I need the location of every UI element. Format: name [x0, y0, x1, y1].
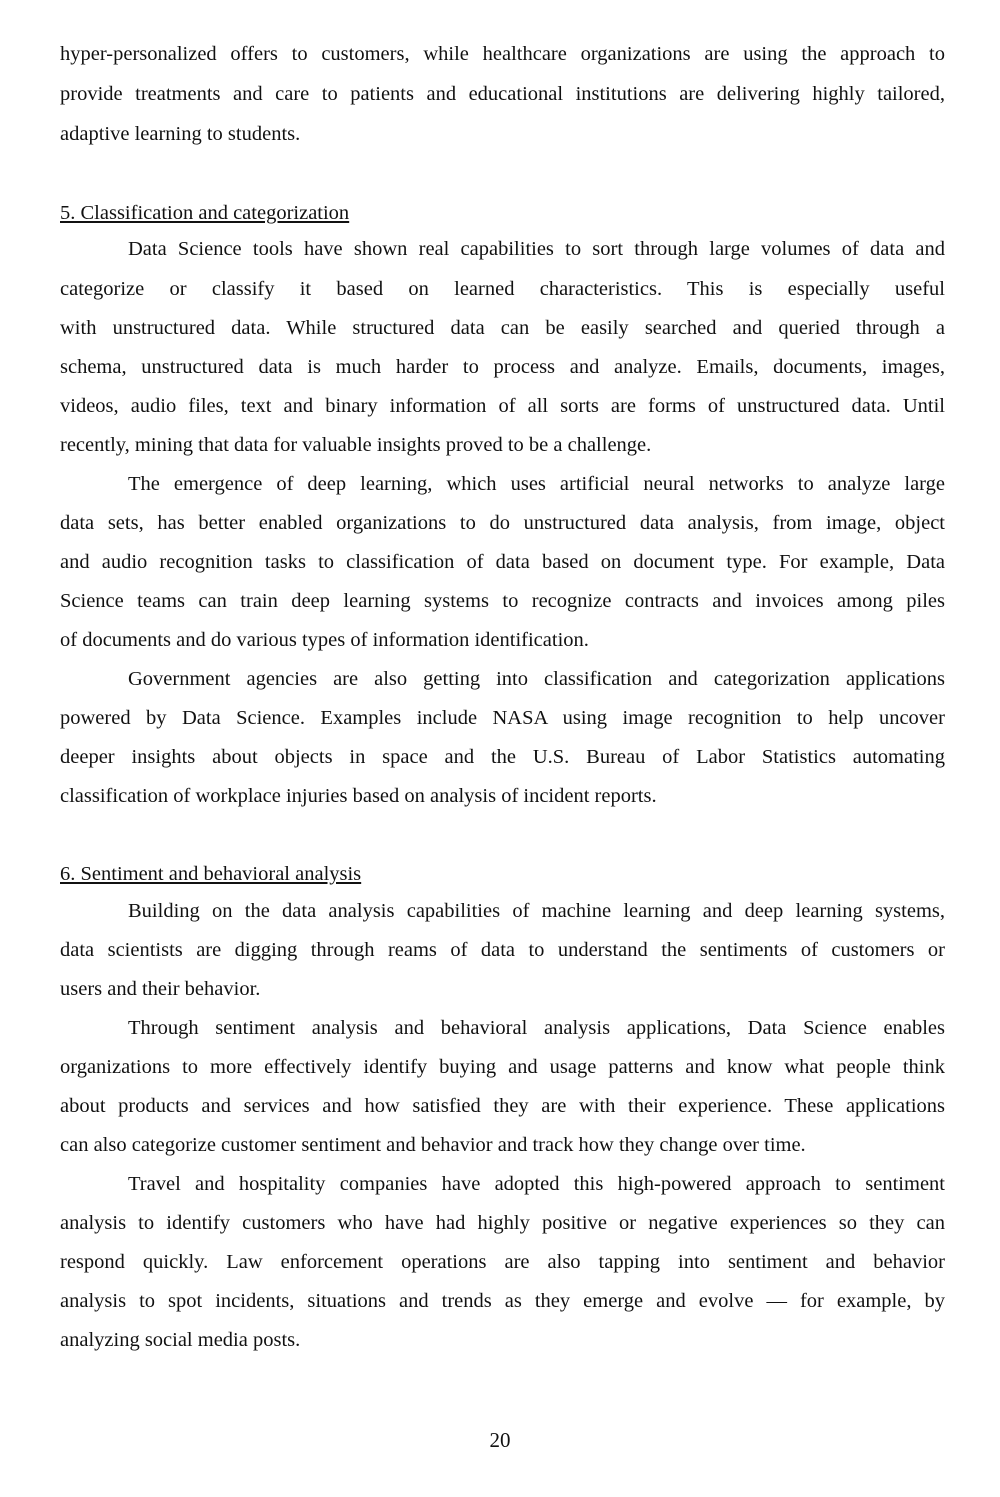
text-line: analyzing social media posts. — [60, 1329, 301, 1351]
text-line: adaptive learning to students. — [60, 123, 301, 145]
text-line: Data Science tools have shown real capabilities to sort through large volumes of data and — [128, 238, 945, 260]
text-line: classification of workplace injuries based on analysis of incident reports. — [60, 785, 657, 807]
text-line: hyper-personalized offers to customers, while healthcare organizations are using the approach to — [60, 43, 945, 65]
text-line: The emergence of deep learning, which uses artificial neural networks to analyze large — [128, 473, 945, 495]
text-line: Science teams can train deep learning systems to recognize contracts and invoices among piles — [60, 590, 945, 612]
text-line: organizations to more effectively identify buying and usage patterns and know what people think — [60, 1056, 945, 1078]
section-heading-classification: 5. Classification and categorization — [60, 202, 350, 224]
section-heading-sentiment: 6. Sentiment and behavioral analysis — [60, 863, 362, 885]
text-line: data sets, has better enabled organizations to do unstructured data analysis, from image, object — [60, 512, 945, 534]
text-line: of documents and do various types of information identification. — [60, 629, 589, 651]
text-line: data scientists are digging through reams of data to understand the sentiments of customers or — [60, 939, 945, 961]
text-line: users and their behavior. — [60, 978, 261, 1000]
text-line: respond quickly. Law enforcement operations are also tapping into sentiment and behavior — [60, 1251, 945, 1273]
text-line: Building on the data analysis capabilities of machine learning and deep learning systems, — [128, 900, 945, 922]
text-line: provide treatments and care to patients and educational institutions are delivering highly tailored, — [60, 83, 945, 105]
text-line: Travel and hospitality companies have adopted this high-powered approach to sentiment — [128, 1173, 945, 1195]
page-number: 20 — [489, 1428, 511, 1452]
text-line: analysis to identify customers who have had highly positive or negative experiences so they can — [60, 1212, 945, 1234]
text-line: Through sentiment analysis and behavioral analysis applications, Data Science enables — [128, 1017, 945, 1039]
text-line: about products and services and how satisfied they are with their experience. These applications — [60, 1095, 945, 1117]
text-line: recently, mining that data for valuable insights proved to be a challenge. — [60, 434, 652, 456]
text-line: schema, unstructured data is much harder to process and analyze. Emails, documents, images, — [60, 356, 945, 378]
text-line: can also categorize customer sentiment and behavior and track how they change over time. — [60, 1134, 806, 1156]
text-line: analysis to spot incidents, situations and trends as they emerge and evolve — for example, by — [60, 1290, 945, 1312]
text-line: videos, audio files, text and binary information of all sorts are forms of unstructured data. Until — [60, 395, 945, 417]
text-line: deeper insights about objects in space and the U.S. Bureau of Labor Statistics automating — [60, 746, 945, 768]
text-line: and audio recognition tasks to classification of data based on document type. For example, Data — [60, 551, 945, 573]
text-line: Government agencies are also getting into classification and categorization applications — [128, 668, 945, 690]
text-line: categorize or classify it based on learned characteristics. This is especially useful — [60, 278, 945, 300]
text-line: with unstructured data. While structured data can be easily searched and queried through a — [60, 317, 945, 339]
text-line: powered by Data Science. Examples include NASA using image recognition to help uncover — [60, 707, 945, 729]
